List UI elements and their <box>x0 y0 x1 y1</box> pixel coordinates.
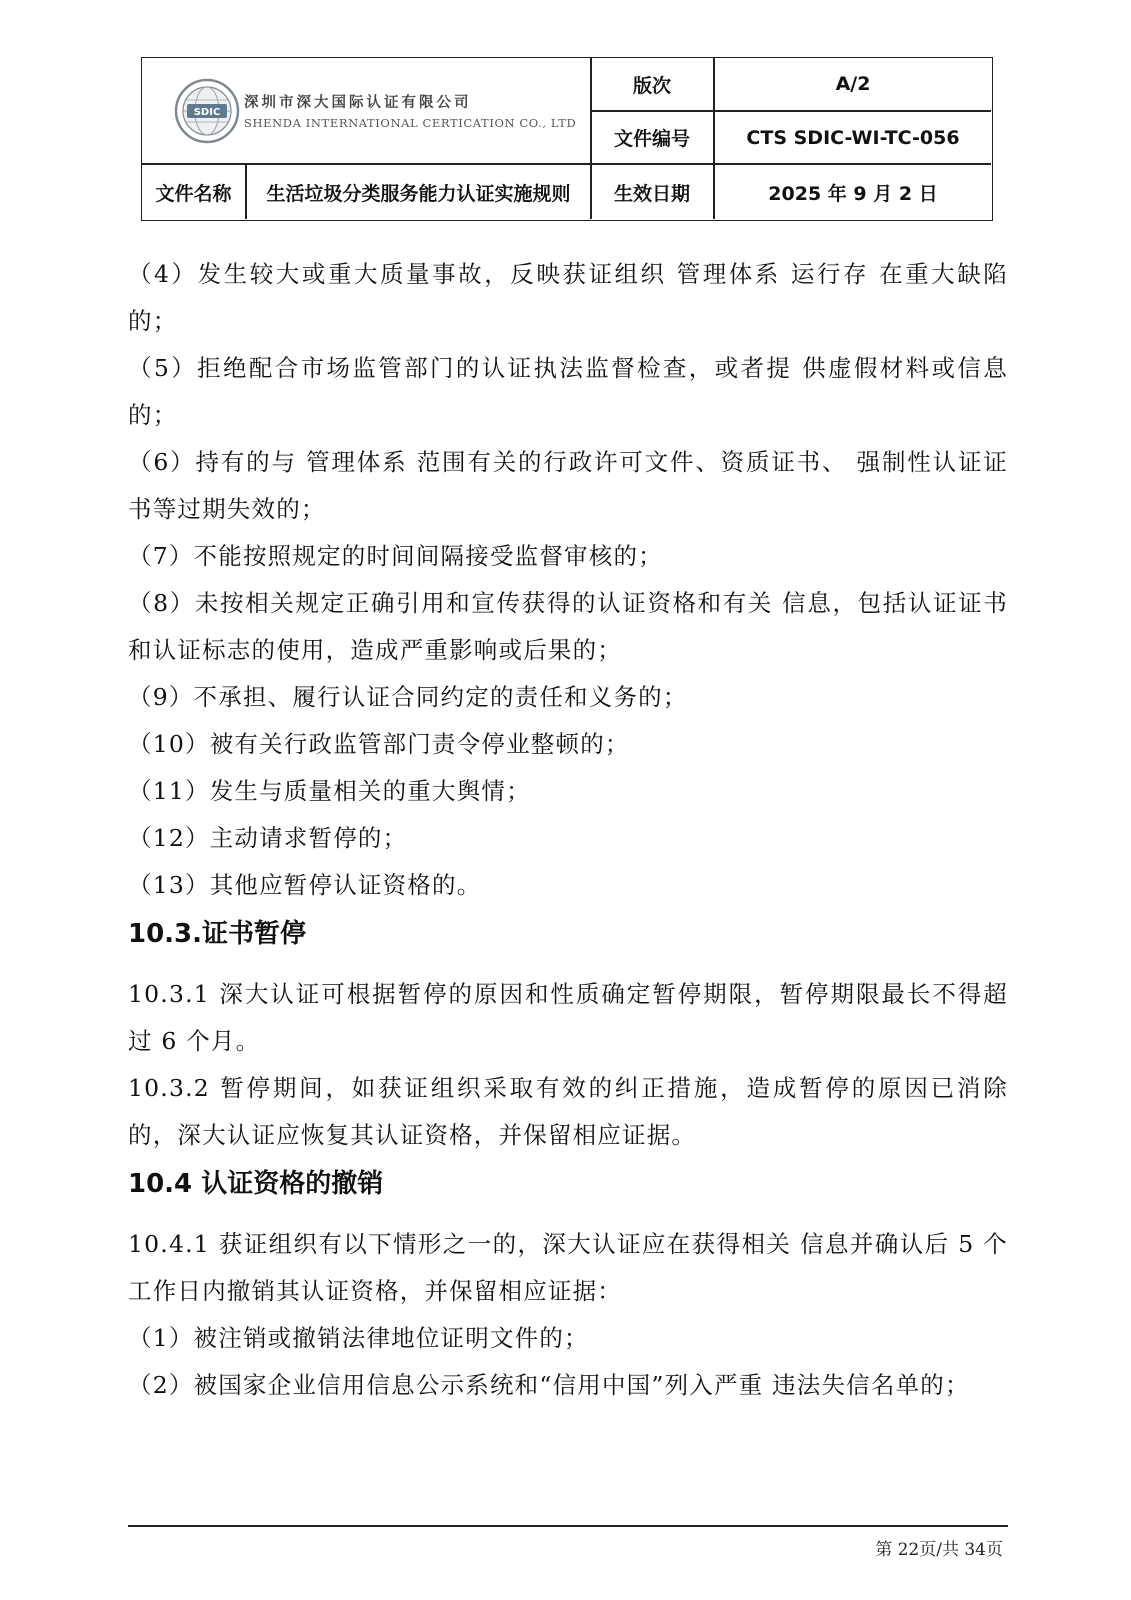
company-name-cn: 深圳市深大国际认证有限公司 <box>244 95 472 111</box>
document-header-table <box>141 57 993 221</box>
list-item: （1）被注销或撤销法律地位证明文件的； <box>128 1324 589 1352</box>
version-label: 版次 <box>632 74 671 97</box>
list-item: （12）主动请求暂停的； <box>128 824 408 852</box>
paragraph: 10.3.2 暂停期间，如获证组织采取有效的纠正措施，造成暂停的原因已消除的，深大认证应恢复其认证资格，并保留相应证据。 <box>128 1074 1008 1149</box>
list-item: （13）其他应暂停认证资格的。 <box>128 871 482 899</box>
doc-name-label: 文件名称 <box>155 182 232 205</box>
list-item: （5）拒绝配合市场监管部门的认证执法监督检查，或者提 供虚假材料或信息的； <box>128 354 1008 429</box>
company-logo-emblem-icon <box>174 78 240 144</box>
list-item: （4）发生较大或重大质量事故，反映获证组织 管理体系 运行存 在重大缺陷的； <box>128 260 1008 335</box>
list-item: （8）未按相关规定正确引用和宣传获得的认证资格和有关 信息，包括认证证书和认证标志的使用，造成严重影响或后果的； <box>128 589 1008 664</box>
list-item: （7）不能按照规定的时间间隔接受监督审核的； <box>128 542 663 570</box>
svg-text:SDIC: SDIC <box>193 106 221 118</box>
page-number: 第 22页/共 34页 <box>875 1540 1003 1560</box>
list-item: （9）不承担、履行认证合同约定的责任和义务的； <box>128 683 688 711</box>
effective-date-label: 生效日期 <box>613 182 690 205</box>
doc-number-value: CTS SDIC-WI-TC-056 <box>746 126 960 149</box>
list-item: （11）发生与质量相关的重大舆情； <box>128 777 531 805</box>
effective-date-value: 2025 年 9 月 2 日 <box>768 182 938 205</box>
list-item: （6）持有的与 管理体系 范围有关的行政许可文件、资质证书、 强制性认证证书等过期失效的； <box>128 448 1008 523</box>
doc-number-label: 文件编号 <box>613 128 690 150</box>
section-heading: 10.4 认证资格的撤销 <box>128 1169 384 1199</box>
paragraph: 10.4.1 获证组织有以下情形之一的，深大认证应在获得相关 信息并确认后 5 个工作日内撤销其认证资格，并保留相应证据： <box>128 1230 1008 1305</box>
document-body <box>128 251 1008 1409</box>
footer-divider <box>128 1525 1008 1527</box>
list-item: （2）被国家企业信用信息公示系统和“信用中国”列入严重 违法失信名单的； <box>128 1371 970 1399</box>
company-logo-block <box>142 58 590 163</box>
version-value: A/2 <box>835 73 871 95</box>
paragraph: 10.3.1 深大认证可根据暂停的原因和性质确定暂停期限，暂停期限最长不得超过 6 个月。 <box>128 980 1008 1055</box>
section-heading: 10.3.证书暂停 <box>128 919 307 949</box>
doc-name-value: 生活垃圾分类服务能力认证实施规则 <box>266 182 571 205</box>
company-name-en: SHENDA INTERNATIONAL CERTICATION CO., LTD <box>244 116 577 130</box>
list-item: （10）被有关行政监管部门责令停业整顿的； <box>128 730 630 758</box>
